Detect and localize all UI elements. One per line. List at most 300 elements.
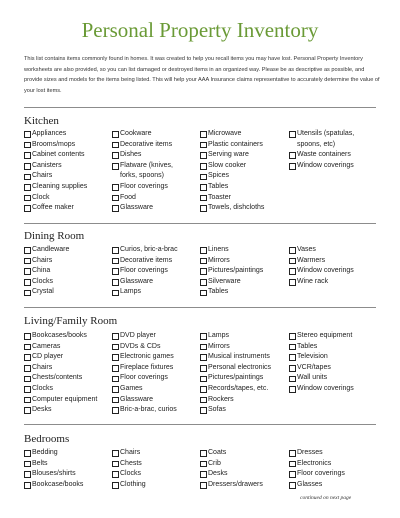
checkbox[interactable] [200, 397, 207, 404]
checklist-item[interactable] [24, 405, 112, 416]
checklist-item-label: Rockers [208, 395, 234, 403]
checkbox[interactable] [289, 131, 296, 138]
checklist-item[interactable] [24, 182, 112, 193]
section-divider [24, 307, 376, 308]
checklist-item[interactable] [24, 245, 112, 256]
checklist-item[interactable] [24, 480, 112, 491]
checklist-item-label: Cabinet contents [32, 151, 85, 159]
checklist-item[interactable] [112, 363, 182, 374]
checklist-item[interactable] [24, 150, 112, 161]
checklist-item[interactable] [289, 129, 367, 150]
checklist-item-label: Towels, dishcloths [208, 204, 265, 212]
checklist-item-label: Musical instruments [208, 353, 270, 361]
bedrooms-column-4 [289, 448, 367, 490]
checklist-item[interactable] [200, 363, 288, 374]
living-family-room-column-1 [24, 331, 112, 416]
checklist-item[interactable] [112, 342, 182, 353]
section-title-living-family-room: Living/Family Room [24, 315, 118, 327]
checkbox[interactable] [200, 205, 207, 212]
checklist-item-label: Electronics [297, 459, 332, 467]
checkbox[interactable] [24, 386, 31, 393]
checklist-item[interactable] [289, 363, 367, 374]
checkbox[interactable] [112, 397, 119, 404]
checkbox[interactable] [24, 258, 31, 265]
checkbox[interactable] [200, 174, 207, 181]
checkbox[interactable] [24, 461, 31, 468]
checklist-item-label: Plastic containers [208, 140, 263, 148]
checklist-item[interactable] [200, 182, 288, 193]
checklist-item-label: Glassware [120, 277, 154, 285]
checklist-item-label: Dressers/drawers [208, 480, 263, 488]
checkbox[interactable] [289, 258, 296, 265]
checkbox[interactable] [289, 365, 296, 372]
checklist-item-label: Wine rack [297, 277, 329, 285]
checkbox[interactable] [289, 386, 296, 393]
living-family-room-column-4 [289, 331, 367, 395]
checklist-item-label: Cameras [32, 342, 61, 350]
checkbox[interactable] [289, 268, 296, 275]
checklist-item-label: Floor coverings [120, 267, 168, 275]
checkbox[interactable] [289, 376, 296, 383]
continued-note: continued on next page [300, 495, 352, 501]
checklist-item-label: Chairs [32, 363, 53, 371]
checklist-item[interactable] [200, 395, 288, 406]
checklist-item[interactable] [24, 373, 112, 384]
checklist-item-label: Tables [208, 288, 229, 296]
checklist-item-label: Flatware (knives, forks, spoons) [120, 161, 173, 180]
checklist-item[interactable] [289, 384, 367, 395]
checkbox[interactable] [24, 333, 31, 340]
checkbox[interactable] [24, 471, 31, 478]
checklist-item-label: Spices [208, 172, 230, 180]
checklist-item[interactable] [200, 203, 288, 214]
checklist-item[interactable] [24, 277, 112, 288]
checkbox[interactable] [200, 376, 207, 383]
checklist-item-label: Tables [297, 342, 318, 350]
checklist-item-label: Food [120, 193, 136, 201]
checklist-item[interactable] [289, 469, 367, 480]
checkbox[interactable] [289, 152, 296, 159]
checkbox[interactable] [24, 195, 31, 202]
checklist-item-label: Vases [297, 246, 316, 253]
checklist-item-label: Window coverings [297, 161, 354, 169]
checklist-item-label: Lamps [208, 332, 230, 339]
checkbox[interactable] [112, 247, 119, 254]
checklist-item-label: Bookcase/books [32, 480, 84, 488]
checkbox[interactable] [24, 290, 31, 297]
checkbox[interactable] [24, 450, 31, 457]
checklist-item[interactable] [200, 480, 288, 491]
checkbox[interactable] [200, 450, 207, 457]
section-title-bedrooms: Bedrooms [24, 433, 70, 445]
checklist-item-label: Blouses/shirts [32, 470, 76, 478]
checklist-item-label: Clocks [32, 277, 54, 285]
checklist-item[interactable] [24, 459, 112, 470]
checkbox[interactable] [200, 268, 207, 275]
checklist-item[interactable] [24, 140, 112, 151]
checklist-item-label: Glassware [120, 395, 154, 403]
checkbox[interactable] [112, 152, 119, 159]
checkbox[interactable] [200, 333, 207, 340]
checklist-item[interactable] [24, 448, 112, 459]
checkbox[interactable] [24, 268, 31, 275]
living-family-room-column-2 [112, 331, 182, 416]
checklist-item[interactable] [289, 277, 367, 288]
checklist-item-label: Records/tapes, etc. [208, 384, 269, 392]
section-divider [24, 223, 376, 224]
checklist-item-label: Bric-a-brac, curios [120, 406, 177, 414]
checklist-item-label: Dishes [120, 151, 142, 159]
section-divider [24, 107, 376, 108]
checklist-item[interactable] [24, 469, 112, 480]
checkbox[interactable] [24, 376, 31, 383]
checklist-item[interactable] [24, 342, 112, 353]
checkbox[interactable] [24, 247, 31, 254]
checklist-item[interactable] [112, 245, 182, 256]
checklist-item[interactable] [112, 140, 182, 151]
checklist-item[interactable] [112, 193, 182, 204]
checklist-item-label: Serving ware [208, 151, 249, 159]
checklist-item[interactable] [112, 287, 182, 298]
checklist-item[interactable] [112, 161, 182, 182]
checklist-item-label: Pictures/paintings [208, 374, 264, 382]
checkbox[interactable] [24, 279, 31, 286]
bedrooms-column-2 [112, 448, 182, 490]
checklist-item-label: Window coverings [297, 384, 354, 392]
checklist-item[interactable] [112, 129, 182, 140]
checkbox[interactable] [24, 407, 31, 414]
checklist-item-label: DVDs & CDs [120, 342, 161, 350]
checklist-item[interactable] [24, 331, 112, 342]
checkbox[interactable] [112, 163, 119, 170]
checklist-item[interactable] [112, 277, 182, 288]
checkbox[interactable] [200, 195, 207, 202]
checklist-item-label: Chairs [32, 256, 53, 264]
dining-room-column-2 [112, 245, 182, 298]
checkbox[interactable] [200, 184, 207, 191]
checklist-item[interactable] [112, 352, 182, 363]
checklist-item-label: Floor coverings [120, 374, 168, 382]
page-title: Personal Property Inventory [81, 18, 319, 42]
checkbox[interactable] [112, 376, 119, 383]
checkbox[interactable] [289, 450, 296, 457]
checkbox[interactable] [200, 344, 207, 351]
checkbox[interactable] [24, 152, 31, 159]
checkbox[interactable] [200, 258, 207, 265]
checklist-item[interactable] [200, 171, 288, 182]
checkbox[interactable] [289, 344, 296, 351]
checkbox[interactable] [24, 397, 31, 404]
checklist-item[interactable] [112, 256, 182, 267]
checklist-item[interactable] [112, 480, 182, 491]
checklist-item[interactable] [200, 373, 288, 384]
checklist-item-label: Mirrors [208, 342, 230, 350]
checklist-item-label: Stereo equipment [297, 332, 353, 339]
checklist-item[interactable] [112, 150, 182, 161]
checklist-item[interactable] [24, 287, 112, 298]
checkbox[interactable] [24, 365, 31, 372]
checklist-item-label: Cleaning supplies [32, 182, 88, 190]
checklist-item[interactable] [24, 129, 112, 140]
checkbox[interactable] [200, 471, 207, 478]
checklist-item[interactable] [112, 266, 182, 277]
checkbox[interactable] [24, 354, 31, 361]
checkbox[interactable] [200, 407, 207, 414]
checkbox[interactable] [24, 344, 31, 351]
checkbox[interactable] [200, 461, 207, 468]
checklist-item-label: Wall units [297, 374, 328, 382]
kitchen-column-1 [24, 129, 112, 214]
checklist-item-label: Chests/contents [32, 374, 83, 382]
checklist-item[interactable] [200, 331, 288, 342]
checklist-item-label: Clock [32, 193, 50, 201]
checklist-item[interactable] [289, 352, 367, 363]
checkbox[interactable] [112, 333, 119, 340]
section-title-kitchen: Kitchen [24, 115, 59, 127]
checklist-item-label: CD player [32, 353, 64, 361]
kitchen-column-3 [200, 129, 288, 214]
dining-room-column-3 [200, 245, 288, 298]
checkbox[interactable] [112, 290, 119, 297]
checklist-item-label: China [32, 267, 51, 275]
checklist-item[interactable] [24, 395, 112, 406]
checklist-item-label: Brooms/mops [32, 140, 76, 148]
checklist-item-label: Clothing [120, 480, 146, 488]
living-family-room-column-3 [200, 331, 288, 416]
checkbox[interactable] [289, 333, 296, 340]
checkbox[interactable] [24, 163, 31, 170]
checkbox[interactable] [200, 365, 207, 372]
checkbox[interactable] [112, 471, 119, 478]
checklist-item[interactable] [24, 256, 112, 267]
checkbox[interactable] [289, 482, 296, 489]
checklist-item[interactable] [200, 405, 288, 416]
checklist-item[interactable] [289, 448, 367, 459]
checklist-item-label: Curios, bric-a-brac [120, 246, 178, 253]
checklist-item[interactable] [112, 459, 182, 470]
checklist-item[interactable] [200, 256, 288, 267]
checklist-item[interactable] [289, 459, 367, 470]
checklist-item-label: Crib [208, 459, 221, 467]
checkbox[interactable] [24, 482, 31, 489]
checklist-item-label: Floor coverings [297, 470, 345, 478]
checklist-item-label: Decorative items [120, 140, 173, 148]
checkbox[interactable] [24, 184, 31, 191]
checklist-item[interactable] [24, 171, 112, 182]
checkbox[interactable] [112, 195, 119, 202]
checklist-item[interactable] [112, 331, 182, 342]
checkbox[interactable] [24, 131, 31, 138]
checklist-item-label: Electronic games [120, 353, 174, 361]
checklist-item[interactable] [289, 256, 367, 267]
checklist-item[interactable] [200, 266, 288, 277]
checklist-item-label: Warmers [297, 256, 326, 264]
checklist-item[interactable] [200, 140, 288, 151]
checklist-item[interactable] [200, 193, 288, 204]
checkbox[interactable] [112, 365, 119, 372]
checkbox[interactable] [112, 205, 119, 212]
checklist-item[interactable] [200, 448, 288, 459]
checklist-item[interactable] [289, 150, 367, 161]
checklist-item-label: Games [120, 384, 143, 392]
checklist-item-label: Microwave [208, 130, 242, 137]
checklist-item-label: Glasses [297, 480, 323, 488]
checkbox[interactable] [112, 268, 119, 275]
checklist-item[interactable] [289, 373, 367, 384]
checklist-item-label: Coffee maker [32, 204, 74, 212]
checklist-item-label: Personal electronics [208, 363, 272, 371]
checkbox[interactable] [112, 142, 119, 149]
checklist-item-label: Chairs [120, 449, 141, 456]
section-divider [24, 424, 376, 425]
checklist-item-label: Bookcases/books [32, 332, 87, 339]
checklist-item-label: Mirrors [208, 256, 230, 264]
checklist-item[interactable] [200, 342, 288, 353]
checklist-item[interactable] [24, 384, 112, 395]
bedrooms-column-3 [200, 448, 288, 490]
checklist-item-label: Bedding [32, 449, 58, 456]
checklist-item-label: Utensils (spatulas, spoons, etc) [297, 130, 355, 148]
checkbox[interactable] [289, 354, 296, 361]
checkbox[interactable] [200, 152, 207, 159]
checklist-item-label: Clocks [32, 384, 54, 392]
checklist-item[interactable] [112, 182, 182, 193]
checkbox[interactable] [200, 279, 207, 286]
checklist-item[interactable] [112, 203, 182, 214]
checklist-item[interactable] [200, 161, 288, 172]
checklist-item[interactable] [112, 448, 182, 459]
checkbox[interactable] [200, 131, 207, 138]
checklist-item-label: DVD player [120, 332, 156, 339]
checklist-item[interactable] [200, 459, 288, 470]
checkbox[interactable] [289, 471, 296, 478]
checkbox[interactable] [112, 344, 119, 351]
checklist-item[interactable] [24, 266, 112, 277]
checklist-item-label: Desks [208, 470, 228, 478]
bedrooms-column-1 [24, 448, 112, 490]
checkbox[interactable] [200, 163, 207, 170]
checklist-item[interactable] [200, 384, 288, 395]
intro-paragraph: This list contains items commonly found in homes. It was created to help you recall items you may have lost. Personal Property Inventory worksheets are also provided, so you can list damaged or destroyed items in an organized way. Please be as descriptive as possible, and provide sizes and models for the items being listed. This will help your AAA Insurance claims representative to accurately determine the value of your lost items. [24, 56, 380, 94]
checkbox[interactable] [112, 131, 119, 138]
checklist-item[interactable] [289, 342, 367, 353]
checklist-item[interactable] [112, 469, 182, 480]
checklist-item-label: Television [297, 353, 328, 361]
checklist-item[interactable] [200, 287, 288, 298]
checkbox[interactable] [289, 279, 296, 286]
kitchen-column-2 [112, 129, 182, 214]
checklist-item[interactable] [112, 373, 182, 384]
checklist-item[interactable] [24, 161, 112, 172]
checkbox[interactable] [200, 247, 207, 254]
checkbox[interactable] [112, 258, 119, 265]
checklist-item-label: Tables [208, 182, 229, 190]
checkbox[interactable] [112, 386, 119, 393]
checklist-item-label: Computer equipment [32, 395, 98, 403]
checkbox[interactable] [289, 163, 296, 170]
checklist-item-label: Clocks [120, 470, 142, 478]
checklist-item[interactable] [24, 363, 112, 374]
checkbox[interactable] [112, 450, 119, 457]
checklist-item-label: Toaster [208, 193, 231, 201]
checkbox[interactable] [200, 142, 207, 149]
section-title-dining-room: Dining Room [24, 230, 85, 242]
checklist-item-label: Fireplace fixtures [120, 363, 174, 371]
checklist-item[interactable] [289, 245, 367, 256]
checklist-item[interactable] [112, 405, 182, 416]
checklist-item[interactable] [289, 331, 367, 342]
checkbox[interactable] [112, 354, 119, 361]
checklist-item[interactable] [200, 352, 288, 363]
checklist-item-label: Lamps [120, 288, 142, 296]
checklist-item[interactable] [24, 352, 112, 363]
checklist-item[interactable] [200, 129, 288, 140]
checkbox[interactable] [112, 184, 119, 191]
checklist-item-label: Belts [32, 459, 48, 467]
checklist-item-label: Waste containers [297, 151, 351, 159]
checklist-item-label: Cookware [120, 130, 152, 137]
checkbox[interactable] [289, 461, 296, 468]
checkbox[interactable] [112, 407, 119, 414]
checklist-item-label: Appliances [32, 130, 67, 137]
checklist-item[interactable] [112, 395, 182, 406]
checklist-item-label: Linens [208, 246, 229, 253]
checklist-item-label: Dresses [297, 449, 323, 456]
checklist-item[interactable] [112, 384, 182, 395]
checklist-item[interactable] [289, 480, 367, 491]
checkbox[interactable] [24, 142, 31, 149]
checklist-item-label: Desks [32, 406, 52, 414]
checklist-item-label: Slow cooker [208, 161, 247, 169]
checklist-item[interactable] [200, 245, 288, 256]
checkbox[interactable] [200, 386, 207, 393]
checkbox[interactable] [200, 482, 207, 489]
checkbox[interactable] [24, 174, 31, 181]
checkbox[interactable] [112, 279, 119, 286]
checklist-item[interactable] [200, 277, 288, 288]
checklist-item-label: Sofas [208, 406, 226, 414]
checklist-item-label: Candleware [32, 246, 70, 253]
checklist-item[interactable] [24, 193, 112, 204]
checkbox[interactable] [112, 461, 119, 468]
checklist-item-label: Crystal [32, 288, 54, 296]
checklist-item-label: Chairs [32, 172, 53, 180]
checklist-item[interactable] [289, 161, 367, 172]
checklist-item-label: Pictures/paintings [208, 267, 264, 275]
checklist-item-label: VCR/tapes [297, 363, 331, 371]
checklist-item[interactable] [24, 203, 112, 214]
checklist-item-label: Canisters [32, 161, 62, 169]
checkbox[interactable] [200, 354, 207, 361]
checklist-item-label: Coats [208, 449, 227, 456]
checklist-item[interactable] [289, 266, 367, 277]
kitchen-column-4 [289, 129, 367, 171]
checklist-item-label: Chests [120, 459, 142, 467]
checklist-item-label: Decorative items [120, 256, 173, 264]
checkbox[interactable] [112, 482, 119, 489]
checklist-item-label: Silverware [208, 277, 241, 285]
checklist-item[interactable] [200, 150, 288, 161]
dining-room-column-4 [289, 245, 367, 287]
dining-room-column-1 [24, 245, 112, 298]
checkbox[interactable] [200, 290, 207, 297]
checklist-item-label: Glassware [120, 204, 154, 212]
checklist-item-label: Window coverings [297, 267, 354, 275]
checkbox[interactable] [289, 247, 296, 254]
checkbox[interactable] [24, 205, 31, 212]
checklist-item-label: Floor coverings [120, 182, 168, 190]
checklist-item[interactable] [200, 469, 288, 480]
